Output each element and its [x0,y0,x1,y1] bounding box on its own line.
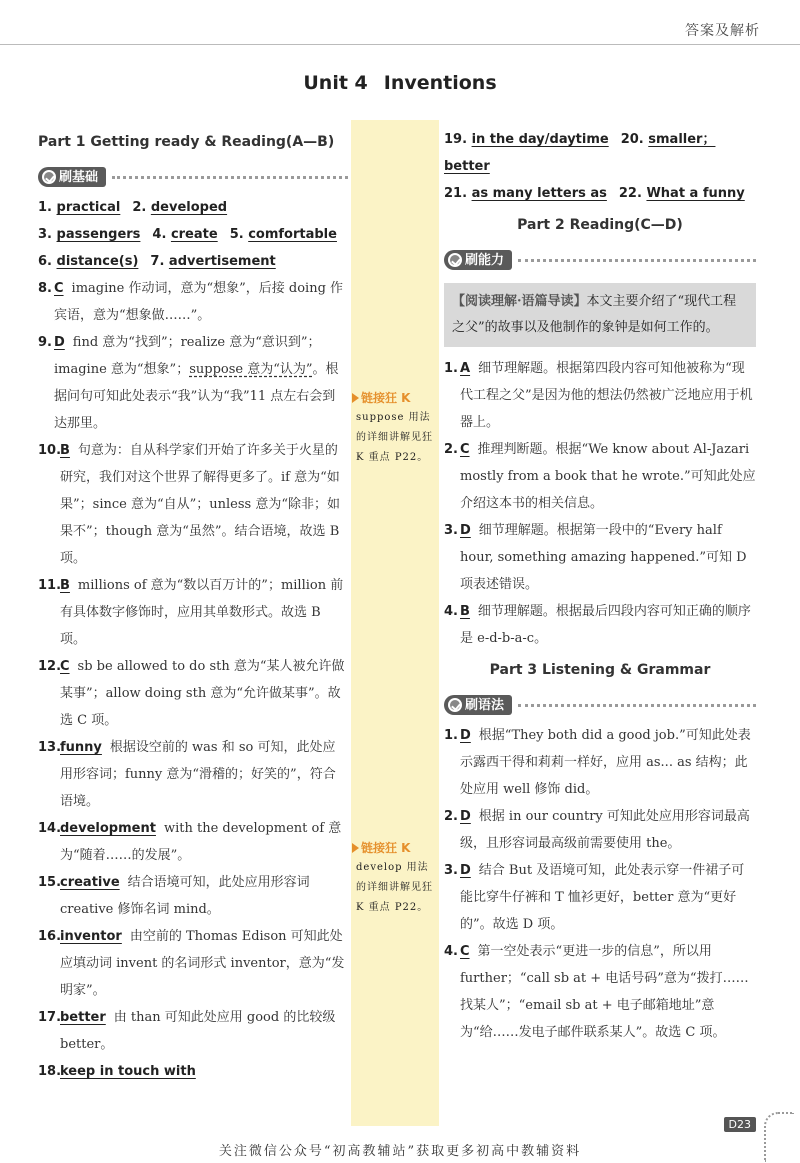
item-number: 18. [38,1064,62,1079]
arrow-right-icon [352,393,359,403]
passage-summary-box [444,283,756,347]
answer-item [38,275,348,329]
item-number: 20. [620,132,644,147]
explanation: millions of 意为“数以百万计的”；million 前有具体数字修饰时，应用其单数形式。故选 B 项。 [60,578,344,647]
item-number: 1. [444,728,458,743]
footer-note: 关注微信公众号“初高教辅站”获取更多初高中教辅资料 [218,1144,582,1159]
item-number: 3. [444,863,458,878]
answer: advertisement [168,254,276,269]
answer: comfortable [248,227,337,242]
link-note-body: develop 用法的详细讲解见狂 K 重点 P22。 [356,862,433,913]
answer-item [38,869,348,923]
item-number: 3. [444,523,458,538]
item-number: 7. [150,254,165,269]
answer-item [38,572,348,653]
item-number: 1. [38,200,52,215]
answer-item [444,436,756,517]
banner-label: 刷语法 [465,697,505,713]
explanation: 。根据问句可知此处表示“我”认为“我”11 点左右会到达那里。 [54,362,339,431]
answer: C [460,944,470,959]
arrow-right-icon [352,843,359,853]
item-number: 17. [38,1010,62,1025]
part1-title: Part 1 Getting ready & Reading(A—B) [38,134,335,150]
answer: C [460,442,470,457]
answer: practical [56,200,121,215]
answer: B [60,578,70,593]
explanation: imagine 作动词，意为“想象”，后接 doing 作宾语，意为“想象做……”。 [54,281,344,323]
item-number: 6. [38,254,52,269]
explanation: 根据 in our country 可知此处应用形容词最高级，且形容词最高级前需要使用 the。 [460,809,750,851]
explanation: 由空前的 Thomas Edison 可知此处应填动词 invent 的名词形式 inventor，意为“发明家”。 [60,929,345,998]
page-number-badge: D23 [724,1117,756,1132]
answer: D [460,809,471,824]
explanation: 细节理解题。根据最后四段内容可知正确的顺序是 e-d-b-a-c。 [460,604,751,646]
explanation: with the development of 意为“随着……的发展”。 [60,821,342,863]
answer-item [38,734,348,815]
link-note-title: 链接狂 K [361,841,411,855]
answer-item [38,815,348,869]
banner-badge [38,167,106,187]
dotted-divider [518,259,756,262]
answer: B [460,604,470,619]
link-note-title: 链接狂 K [361,391,411,405]
answer: D [54,335,65,350]
item-number: 19. [444,132,468,147]
answer: create [170,227,218,242]
link-note-head [352,838,436,858]
margin-note-band [351,120,439,1126]
answer-item [444,938,756,1046]
item-number: 1. [444,361,458,376]
link-note-body: suppose 用法的详细讲解见狂 K 重点 P22。 [356,412,433,463]
check-badge-icon [448,253,462,267]
banner-label: 刷基础 [59,169,99,185]
answer: inventor [60,929,122,944]
answer: A [460,361,471,376]
link-note [352,388,436,468]
unit-number: Unit 4 [303,72,368,94]
summary-tag: 【阅读理解·语篇导读】 [452,294,587,309]
section-banner-grammar [444,692,756,718]
section-banner-basic [38,164,348,190]
answer-item [444,857,756,938]
answer: B [60,443,70,458]
answer-item [38,1058,348,1085]
dotted-divider [518,704,756,707]
answer: D [460,728,471,743]
answer: in the day/daytime [471,132,609,147]
explanation: sb be allowed to do sth 意为“某人被允许做某事”；allow doing sth 意为“允许做某事”。故选 C 项。 [60,659,345,728]
answer: keep in touch with [60,1064,196,1079]
answer-item [38,437,348,572]
section-banner-ability [444,247,756,273]
explanation: 细节理解题。根据第一段中的“Every half hour, something amazing happened.”可知 D 项表述错误。 [460,523,747,592]
link-note-head [352,388,436,408]
answer: distance(s) [56,254,139,269]
answer-item [444,722,756,803]
answer-item [444,598,756,652]
item-number: 4. [444,944,458,959]
explanation: find 意为“找到”；realize 意为“意识到”；imagine 意为“想象”； [54,335,321,377]
answer: passengers [56,227,141,242]
answer: creative [60,875,120,890]
item-number: 8. [38,281,52,296]
part2-title: Part 2 Reading(C—D) [517,217,683,233]
answer-item [38,923,348,1004]
item-number: 21. [444,186,468,201]
answer-row [38,221,348,248]
section-header-tag: 答案及解析 [685,23,760,39]
item-number: 16. [38,929,62,944]
item-number: 2. [444,442,458,457]
item-number: 2. [132,200,147,215]
answer: D [460,523,471,538]
check-badge-icon [448,698,462,712]
explanation: 细节理解题。根据第四段内容可知他被称为“现代工程之父”是因为他的想法仍然被广泛地应用于机器上。 [460,361,753,430]
answer: C [60,659,70,674]
explanation: 第一空处表示“更进一步的信息”，所以用 further；“call sb at + 电话号码”意为“拨打……找某人”；“email sb at + 电子邮箱地址”意为“给……发电子邮件联系某人”。故选 C 项。 [460,944,749,1040]
linked-phrase: suppose 意为“认为” [189,362,313,377]
link-note [352,838,436,918]
answer-item [444,803,756,857]
explanation: 结合 But 及语境可知，此处表示穿一件裙子可能比穿牛仔裤和 T 恤衫更好，better 意为“更好的”。故选 D 项。 [460,863,745,932]
explanation: 推理判断题。根据“We know about Al-Jazari mostly from a book that he wrote.”可知此处应介绍这本书的相关信息。 [460,442,756,511]
answer-item [38,329,348,437]
item-number: 4. [152,227,167,242]
check-badge-icon [42,170,56,184]
answer: as many letters as [471,186,607,201]
item-number: 22. [618,186,642,201]
answer: smaller；better [444,132,716,174]
item-number: 12. [38,659,62,674]
right-column [444,126,756,1046]
item-number: 10. [38,443,62,458]
item-number: 4. [444,604,458,619]
answer: developed [150,200,228,215]
summary-text: 本文主要介绍了“现代工程之父”的故事以及他制作的象钟是如何工作的。 [452,294,737,335]
header-divider [0,44,800,45]
answer-row [38,194,348,221]
answer-item [38,653,348,734]
banner-badge [444,250,512,270]
answer: C [54,281,64,296]
explanation: 结合语境可知，此处应用形容词 creative 修饰名词 mind。 [60,875,310,917]
banner-label: 刷能力 [465,252,505,268]
item-number: 13. [38,740,62,755]
item-number: 2. [444,809,458,824]
explanation: 句意为：自从科学家们开始了许多关于火星的研究，我们对这个世界了解得更多了。if 意为“如果”；since 意为“自从”；unless 意为“除非；如果不”；though 意为“虽然”。结合语境，故选 B 项。 [60,443,340,566]
answer-item [444,355,756,436]
answer: funny [60,740,102,755]
explanation: 由 than 可知此处应用 good 的比较级 better。 [60,1010,336,1052]
page-title [0,72,800,94]
answer-item [38,1004,348,1058]
part3-title: Part 3 Listening & Grammar [489,662,711,678]
explanation: 根据“They both did a good job.”可知此处表示露西干得和莉莉一样好，应用 as... as 结构；此处应用 well 修饰 did。 [460,728,751,797]
answer: D [460,863,471,878]
answer-row [38,248,348,275]
dotted-divider [112,176,348,179]
item-number: 15. [38,875,62,890]
explanation: 根据设空前的 was 和 so 可知，此处应用形容词；funny 意为“滑稽的；好笑的”，符合语境。 [60,740,336,809]
answer: better [60,1010,106,1025]
answer-row [444,126,756,180]
item-number: 14. [38,821,62,836]
item-number: 5. [229,227,244,242]
unit-name: Inventions [383,72,497,94]
answer-item [444,517,756,598]
item-number: 9. [38,335,52,350]
answer: development [60,821,156,836]
item-number: 11. [38,578,62,593]
answer-row [444,180,756,207]
answer: What a funny [646,186,745,201]
banner-badge [444,695,512,715]
item-number: 3. [38,227,52,242]
left-column [38,130,348,1085]
